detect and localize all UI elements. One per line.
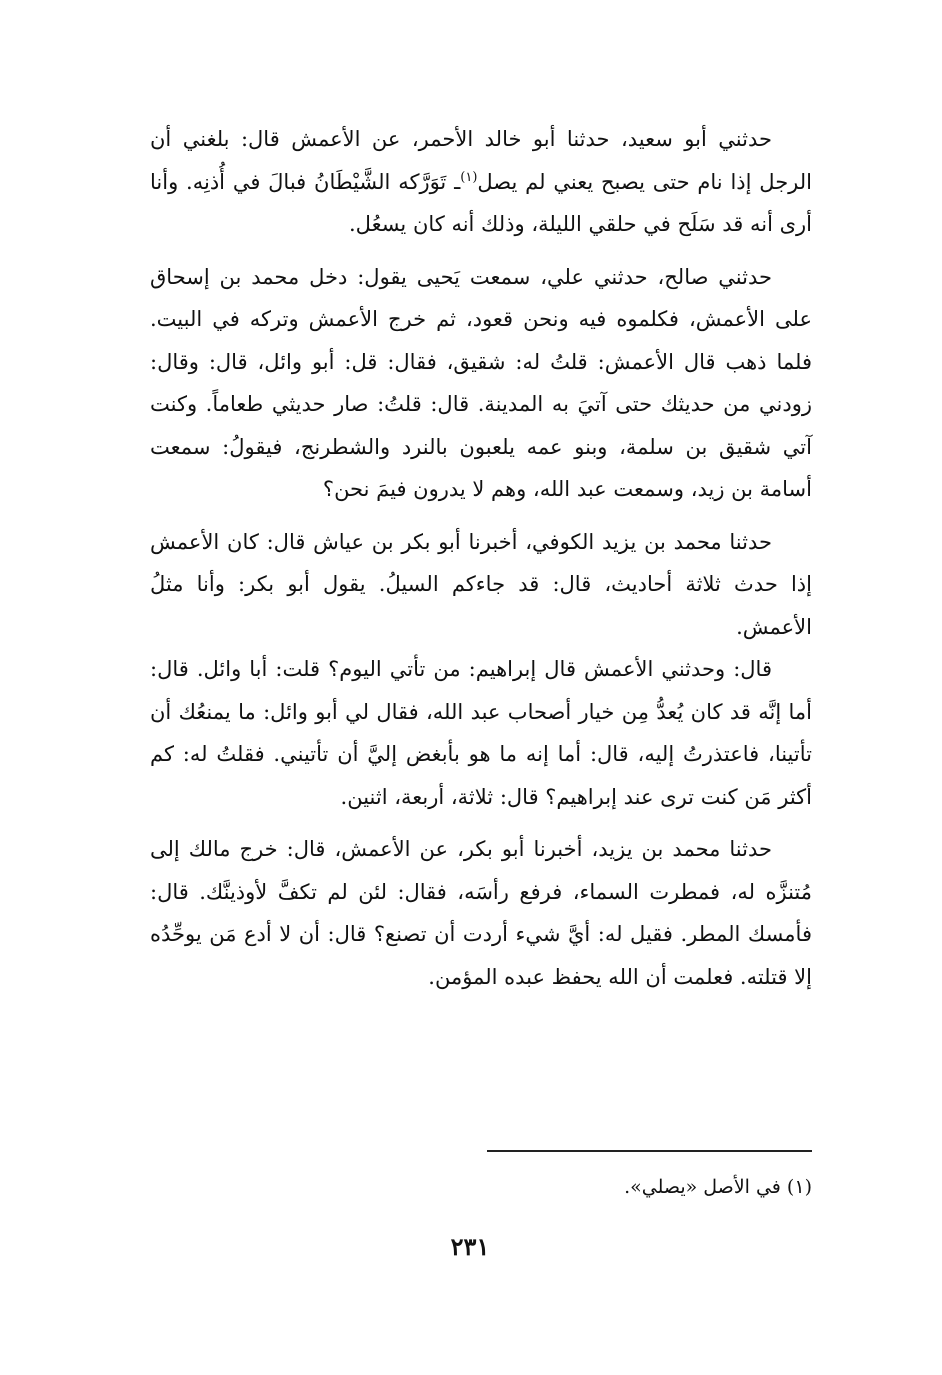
- paragraph-1-text-b: ـ تَوَرَّكه الشَّيْطَانُ فبالَ في أُذنِه. وأنا أرى أنه قد سَلَح في حلقي الليلة، وذلك أنه كان يسعُل.: [150, 169, 812, 236]
- paragraph-1-text-a: حدثني أبو سعيد، حدثنا أبو خالد الأحمر، عن الأعمش قال: بلغني أن الرجل إذا نام حتى يصبح يعني لم يصل: [150, 127, 812, 194]
- paragraph-2: حدثني صالح، حدثني علي، سمعت يَحيى يقول: دخل محمد بن إسحاق على الأعمش، فكلموه فيه ونحن قعود، ثم خرج الأعمش وتركه في البيت. فلما ذهب قال الأعمش: قلتُ له: شقيق، فقال: قل: أبو وائل، قال: وقال: زودني من حديثك حتى آتيَ به المدينة. قال: قلتُ: صار حديثي طعاماً. وكنت آتي شقيق بن سلمة، وبنو عمه يلعبون بالنرد والشطرنج، فيقولُ: سمعت أسامة بن زيد، وسمعت عبد الله، وهم لا يدرون فيمَ نحن؟: [150, 264, 812, 501]
- paragraph-3: حدثنا محمد بن يزيد الكوفي، أخبرنا أبو بكر بن عياش قال: كان الأعمش إذا حدث ثلاثة أحاديث، قال: قد جاءكم السيلُ. يقول أبو بكر: وأنا مثلُ الأعمش.: [150, 529, 812, 639]
- footnote: (١) في الأصل «يصلي».: [624, 1176, 812, 1198]
- footnote-reference: (١): [460, 169, 478, 185]
- footnote-divider: [487, 1150, 812, 1152]
- main-text: [150, 118, 812, 1008]
- paragraph-5: حدثنا محمد بن يزيد، أخبرنا أبو بكر، عن الأعمش، قال: خرج مالك إلى مُتنزَّه له، فمطرت السماء، فرفع رأسَه، فقال: لئن لم تكفَّ لأوذينَّك. قال: فأمسك المطر. فقيل له: أيَّ شيء أردت أن تصنع؟ قال: أن لا أدع مَن يوحِّدُه إلا قتلته. فعلمت أن الله يحفظ عبده المؤمن.: [150, 837, 812, 989]
- page-number: ٢٣١: [450, 1232, 490, 1261]
- paragraph-1: [150, 118, 812, 246]
- paragraph-4: قال: وحدثني الأعمش قال إبراهيم: من تأتي اليوم؟ قلت: أبا وائل. قال: أما إنَّه قد كان يُعدُّ مِن خيار أصحاب عبد الله، فقال لي أبو وائل: ما يمنعُك أن تأتينا، فاعتذرتُ إليه، قال: أما إنه ما هو بأبغض إليَّ أن تأتيني. فقلتُ له: كم أكثر مَن كنت ترى عند إبراهيم؟ قال: ثلاثة، أربعة، اثنين.: [150, 657, 812, 809]
